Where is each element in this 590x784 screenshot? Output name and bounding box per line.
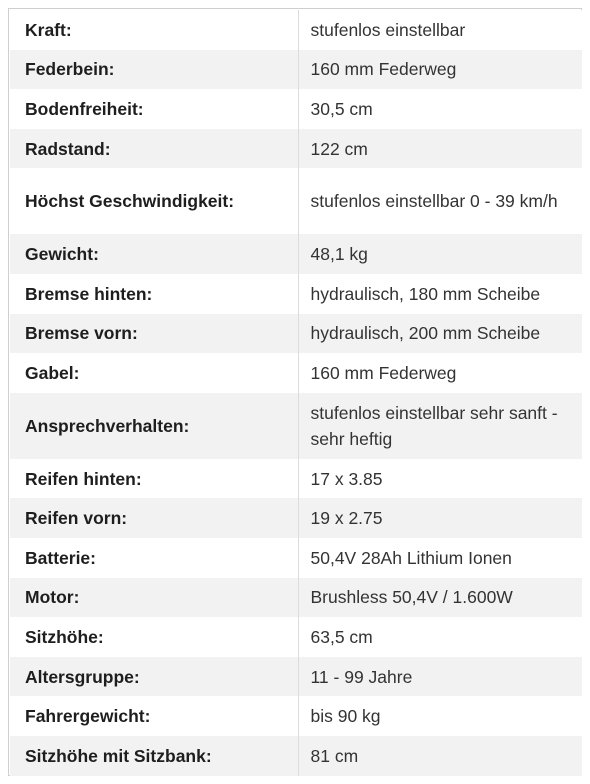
row-value: 11 - 99 Jahre [298,657,582,697]
row-value: 17 x 3.85 [298,459,582,499]
row-label: Radstand: [25,138,111,159]
row-label: Federbein: [25,59,115,80]
row-label: Batterie: [25,547,96,568]
table-row [10,234,582,274]
row-label: Kraft: [25,19,72,40]
row-label: Motor: [25,587,80,608]
row-label: Altersgruppe: [25,666,140,687]
row-value: stufenlos einstellbar 0 - 39 km/h [298,168,582,234]
row-value: 160 mm Federweg [298,353,582,393]
row-label: Sitzhöhe: [25,626,104,647]
table-row [10,10,582,50]
row-label: Bremse hinten: [25,283,153,304]
row-label: Gabel: [25,362,80,383]
table-row [10,168,582,234]
spec-table [10,10,582,776]
row-value: 160 mm Federweg [298,50,582,90]
table-row [10,50,582,90]
row-value: 30,5 cm [298,89,582,129]
row-value: 81 cm [298,736,582,776]
table-row [10,129,582,169]
row-value: 50,4V 28Ah Lithium Ionen [298,538,582,578]
row-label: Fahrergewicht: [25,706,151,727]
row-label: Bodenfreiheit: [25,98,144,119]
table-row [10,314,582,354]
table-row [10,498,582,538]
row-value: stufenlos einstellbar [298,10,582,50]
table-row [10,353,582,393]
row-label: Ansprechverhalten: [25,415,190,436]
row-value: 122 cm [298,129,582,169]
table-row [10,578,582,618]
row-label: Bremse vorn: [25,323,138,344]
row-value: hydraulisch, 200 mm Scheibe [298,314,582,354]
row-value: 48,1 kg [298,234,582,274]
table-row [10,736,582,776]
row-label: Höchst Geschwindigkeit: [25,191,235,212]
row-value: 63,5 cm [298,617,582,657]
row-value: 19 x 2.75 [298,498,582,538]
row-label: Sitzhöhe mit Sitzbank: [25,745,212,766]
row-value: bis 90 kg [298,696,582,736]
table-row [10,617,582,657]
table-row [10,696,582,736]
table-row [10,393,582,459]
table-row [10,538,582,578]
table-row [10,459,582,499]
table-row [10,89,582,129]
table-row [10,274,582,314]
row-value: hydraulisch, 180 mm Scheibe [298,274,582,314]
row-label: Reifen hinten: [25,468,142,489]
row-value: Brushless 50,4V / 1.600W [298,578,582,618]
row-label: Reifen vorn: [25,508,128,529]
row-label: Gewicht: [25,244,99,265]
table-row [10,657,582,697]
row-value: stufenlos einstellbar sehr sanft - sehr heftig [298,393,582,459]
